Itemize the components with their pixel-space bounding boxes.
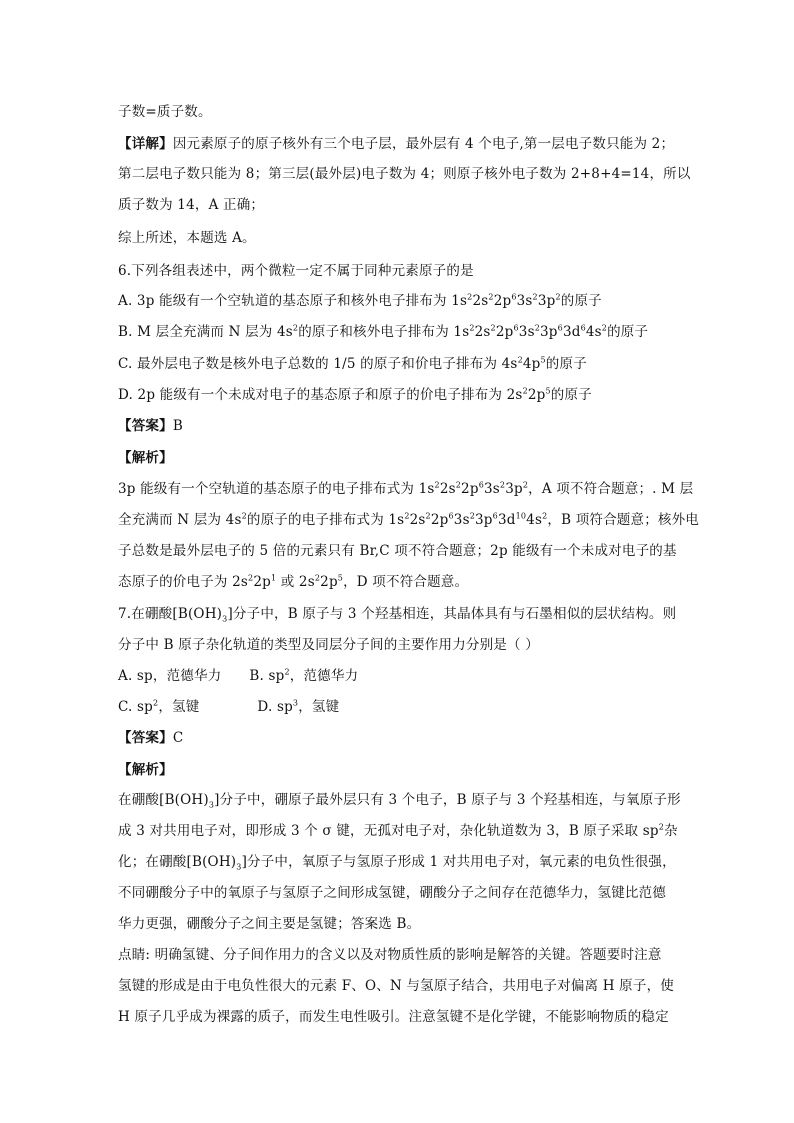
q6-option-a: A. 3p 能级有一个空轨道的基态原子和核外电子排布为 $1s^22s^22p^63s^23p^2$的原子 <box>118 292 602 309</box>
q7-stem-1: 7.在硼酸$[B(OH)_3]$分子中，B 原子与 3 个羟基相连，其晶体具有与石墨相似的层状结构。则 <box>118 606 677 624</box>
q7-options-cd <box>118 698 339 716</box>
continued-text: 子数=质子数。 <box>118 104 212 120</box>
q7-explain-1: 在硼酸$[B(OH)_3]$分子中，硼原子最外层只有 3 个电子，B 原子与 3 个羟基相连，与氧原子形 <box>118 792 681 810</box>
q6-option-d: D. 2p 能级有一个未成对电子的基态原子和原子的价电子排布为 $2s^22p^5$的原子 <box>118 386 592 403</box>
q7-option-a: A. sp，范德华力 <box>118 668 222 684</box>
q6-explain-1: 3p 能级有一个空轨道的基态原子的电子排布式为 $1s^22s^22p^63s^23p^2$，A 项不符合题意；. M 层 <box>118 480 694 497</box>
q6-answer: 【答案】B <box>118 418 183 434</box>
q6-option-c: C. 最外层电子数是核外电子总数的 1/5 的原子和价电子排布为 $4s^24p^5$的原子 <box>118 355 587 372</box>
detail-summary: 综上所述，本题选 A。 <box>118 230 256 246</box>
q7-note-2: 氢键的形成是由于电负性很大的元素 F、O、N 与氢原子结合，共用电子对偏离 H 原子，使 <box>118 978 674 994</box>
q7-explain-2: 成 3 对共用电子对，即形成 3 个 σ 键，无孤对电子对，杂化轨道数为 3，B 原子采取 $sp^2$杂 <box>118 822 678 839</box>
q7-note-3: H 原子几乎成为裸露的质子，而发生电性吸引。注意氢键不是化学键，不能影响物质的稳定 <box>118 1009 669 1025</box>
detail-tag: 【详解】 <box>118 136 173 152</box>
q7-option-d: D. $sp^3$，氢键 <box>257 698 340 715</box>
q7-explain-3: 化；在硼酸$[B(OH)_3]$分子中，氧原子与氢原子形成 1 对共用电子对，氧元素的电负性很强， <box>118 854 676 872</box>
q7-options-ab <box>118 667 358 685</box>
q6-analysis-tag: 【解析】 <box>118 450 173 466</box>
q7-option-b: B. $sp^2$，范德华力 <box>249 667 359 684</box>
q7-answer: 【答案】C <box>118 730 184 746</box>
q7-note-1: 点睛: 明确氢键、分子间作用力的含义以及对物质性质的影响是解答的关键。答题要时注意 <box>118 947 662 963</box>
q7-stem-2: 分子中 B 原子杂化轨道的类型及同层分子间的主要作用力分别是（ ） <box>118 637 539 653</box>
detail-line-2: 第二层电子数只能为 8；第三层(最外层)电子数为 4；则原子核外电子数为 2+8+4=14，所以 <box>118 166 691 182</box>
q6-option-b: B. M 层全充满而 N 层为 $4s^2$的原子和核外电子排布为 $1s^22s^22p^63s^23p^63d^64s^2$的原子 <box>118 323 649 340</box>
q7-explain-4: 不同硼酸分子中的氧原子与氢原子之间形成氢键，硼酸分子之间存在范德华力，氢键比范德 <box>118 885 666 901</box>
q7-explain-5: 华力更强，硼酸分子之间主要是氢键；答案选 B。 <box>118 916 421 932</box>
q7-option-c: C. $sp^2$，氢键 <box>118 698 200 715</box>
detail-line-1: 【详解】因元素原子的原子核外有三个电子层，最外层有 4 个电子,第一层电子数只能为 2； <box>118 136 675 152</box>
q6-stem: 6.下列各组表述中，两个微粒一定不属于同种元素原子的是 <box>118 263 474 279</box>
q7-analysis-tag: 【解析】 <box>118 762 173 778</box>
detail-line-3: 质子数为 14，A 正确； <box>118 197 265 213</box>
q6-explain-2: 全充满而 N 层为 $4s^2$的原子的电子排布式为 $1s^22s^22p^63s^23p^63d^{10}4s^2$，B 项符合题意；核外电 <box>118 511 700 528</box>
q6-explain-3: 子总数是最外层电子的 5 倍的元素只有 Br,C 项不符合题意；2p 能级有一个未成对电子的基 <box>118 543 677 559</box>
q6-explain-4: 态原子的价电子为 $2s^22p^1$ 或 $2s^22p^5$，D 项不符合题意。 <box>118 573 469 590</box>
